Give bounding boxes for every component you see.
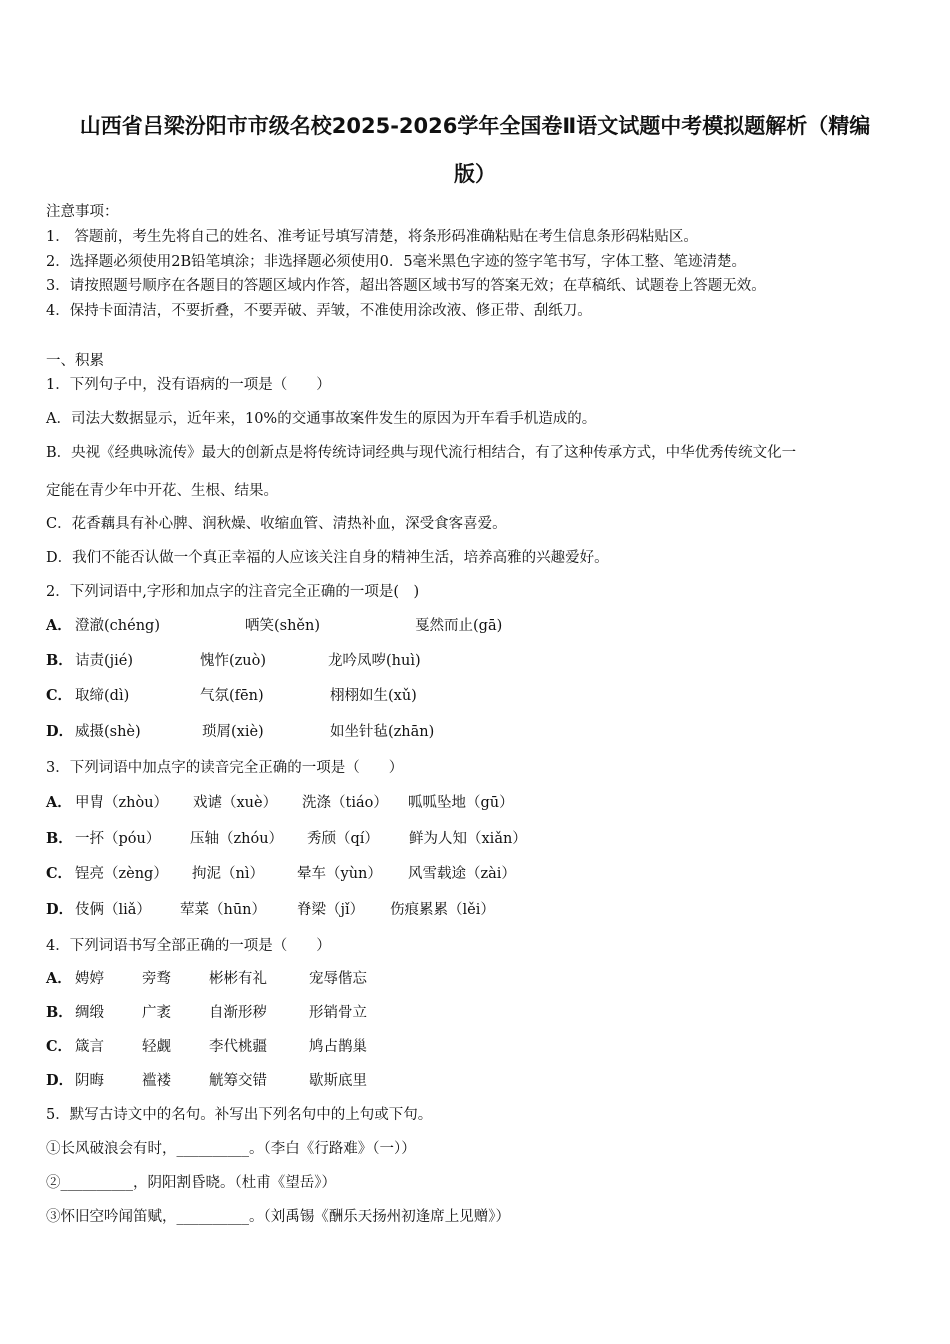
word: 愧怍(zuò): [200, 653, 267, 669]
q5-stem: 5．默写古诗文中的名句。补写出下列名句中的上句或下句。: [46, 1107, 433, 1123]
word: 李代桃疆: [209, 1039, 267, 1055]
document-title-line1: 山西省吕梁汾阳市市级名校2025-2026学年全国卷Ⅱ语文试题中考模拟题解析（精编: [79, 114, 871, 138]
notes-heading: 注意事项：: [46, 204, 119, 220]
q1-option-a: A．司法大数据显示，近年来，10%的交通事故案件发生的原因为开车看手机造成的。: [46, 411, 597, 427]
word: 宠辱偕忘: [309, 971, 367, 987]
note-item-3: 3．请按照题号顺序在各题目的答题区域内作答，超出答题区域书写的答案无效；在草稿纸、试题卷上答题无效。: [46, 278, 766, 294]
word: 阴晦: [75, 1073, 104, 1089]
option-label: B．: [46, 1004, 73, 1021]
word: 轻觑: [142, 1039, 171, 1055]
q5-item-2: ②__________，阴阳割昏晓。（杜甫《望岳》）: [46, 1175, 336, 1191]
option-label: B．: [46, 652, 73, 669]
q1-option-c: C．花香藕具有补心脾、润秋燥、收缩血管、清热补血，深受食客喜爱。: [46, 516, 507, 532]
word: 如坐针毡(zhān): [330, 724, 435, 740]
option-label: B．: [46, 830, 73, 847]
word: 歇斯底里: [309, 1073, 367, 1089]
document-title-line2: 版）: [454, 162, 496, 186]
option-label: C．: [46, 865, 73, 882]
word: 绸缎: [75, 1005, 104, 1021]
word: 娉婷: [75, 971, 104, 987]
word: 气氛(fēn): [200, 688, 264, 704]
option-label: C．: [46, 687, 73, 704]
q1-option-b-line1: B．央视《经典咏流传》最大的创新点是将传统诗词经典与现代流行相结合，有了这种传承方式，中华优秀传统文化一: [46, 445, 797, 461]
word: 形销骨立: [309, 1005, 367, 1021]
word: 哂笑(shěn): [245, 618, 321, 634]
option-label: C．: [46, 1038, 73, 1055]
word: 鲜为人知（xiǎn）: [409, 831, 527, 847]
word: 晕车（yùn）: [297, 866, 382, 882]
word: 甲胄（zhòu）: [75, 795, 169, 811]
word: 诘责(jié): [75, 653, 134, 669]
option-label: D．: [46, 901, 74, 918]
word: 伎俩（liǎ）: [75, 902, 151, 918]
word: 呱呱坠地（gū）: [408, 795, 514, 811]
word: 秀颀（qí）: [307, 831, 379, 847]
word: 风雪载途（zài）: [408, 866, 516, 882]
option-label: D．: [46, 723, 74, 740]
option-label: D．: [46, 1072, 74, 1089]
word: 锃亮（zèng）: [75, 866, 168, 882]
q1-option-d: D．我们不能否认做一个真正幸福的人应该关注自身的精神生活，培养高雅的兴趣爱好。: [46, 550, 609, 566]
q1-stem: 1．下列句子中，没有语病的一项是（ ）: [46, 377, 331, 393]
word: 鸠占鹊巢: [309, 1039, 367, 1055]
word: 觥筹交错: [209, 1073, 267, 1089]
q3-stem: 3．下列词语中加点字的读音完全正确的一项是（ ）: [46, 760, 404, 776]
word: 戏谑（xuè）: [193, 795, 278, 811]
option-label: A．: [46, 794, 72, 811]
word: 琐屑(xiè): [202, 724, 264, 740]
word: 戛然而止(gā): [415, 618, 503, 634]
option-label: A．: [46, 970, 72, 987]
word: 拘泥（nì）: [192, 866, 264, 882]
word: 龙吟凤哕(huì): [328, 653, 421, 669]
word: 澄澈(chéng): [75, 618, 160, 634]
word: 栩栩如生(xǔ): [330, 688, 417, 704]
word: 洗涤（tiáo）: [302, 795, 388, 811]
word: 荤菜（hūn）: [180, 902, 267, 918]
q2-stem: 2．下列词语中,字形和加点字的注音完全正确的一项是( ): [46, 584, 420, 600]
word: 褴褛: [142, 1073, 171, 1089]
section-heading: 一、积累: [46, 353, 104, 369]
q5-item-1: ①长风破浪会有时，__________。（李白《行路难》（一））: [46, 1141, 416, 1157]
word: 彬彬有礼: [209, 971, 267, 987]
q5-item-3: ③怀旧空吟闻笛赋，__________。（刘禹锡《酬乐天扬州初逢席上见赠》）: [46, 1209, 510, 1225]
word: 旁骛: [142, 971, 171, 987]
word: 取缔(dì): [75, 688, 130, 704]
word: 压轴（zhóu）: [190, 831, 284, 847]
note-item-1: 1． 答题前，考生先将自己的姓名、准考证号填写清楚，将条形码准确粘贴在考生信息条形码粘贴区。: [46, 229, 698, 245]
word: 一抔（póu）: [75, 831, 161, 847]
q4-stem: 4．下列词语书写全部正确的一项是（ ）: [46, 938, 331, 954]
q1-option-b-line2: 定能在青少年中开花、生根、结果。: [46, 483, 278, 499]
word: 伤痕累累（lěi）: [390, 902, 495, 918]
word: 广袤: [142, 1005, 171, 1021]
option-label: A．: [46, 617, 72, 634]
word: 箴言: [75, 1039, 104, 1055]
word: 自渐形秽: [209, 1005, 267, 1021]
note-item-2: 2．选择题必须使用2B铅笔填涂；非选择题必须使用0．5毫米黑色字迹的签字笔书写，字体工整、笔迹清楚。: [46, 254, 747, 270]
word: 威摄(shè): [75, 724, 141, 740]
word: 脊梁（jǐ）: [297, 902, 365, 918]
note-item-4: 4．保持卡面清洁，不要折叠，不要弄破、弄皱，不准使用涂改液、修正带、刮纸刀。: [46, 303, 592, 319]
